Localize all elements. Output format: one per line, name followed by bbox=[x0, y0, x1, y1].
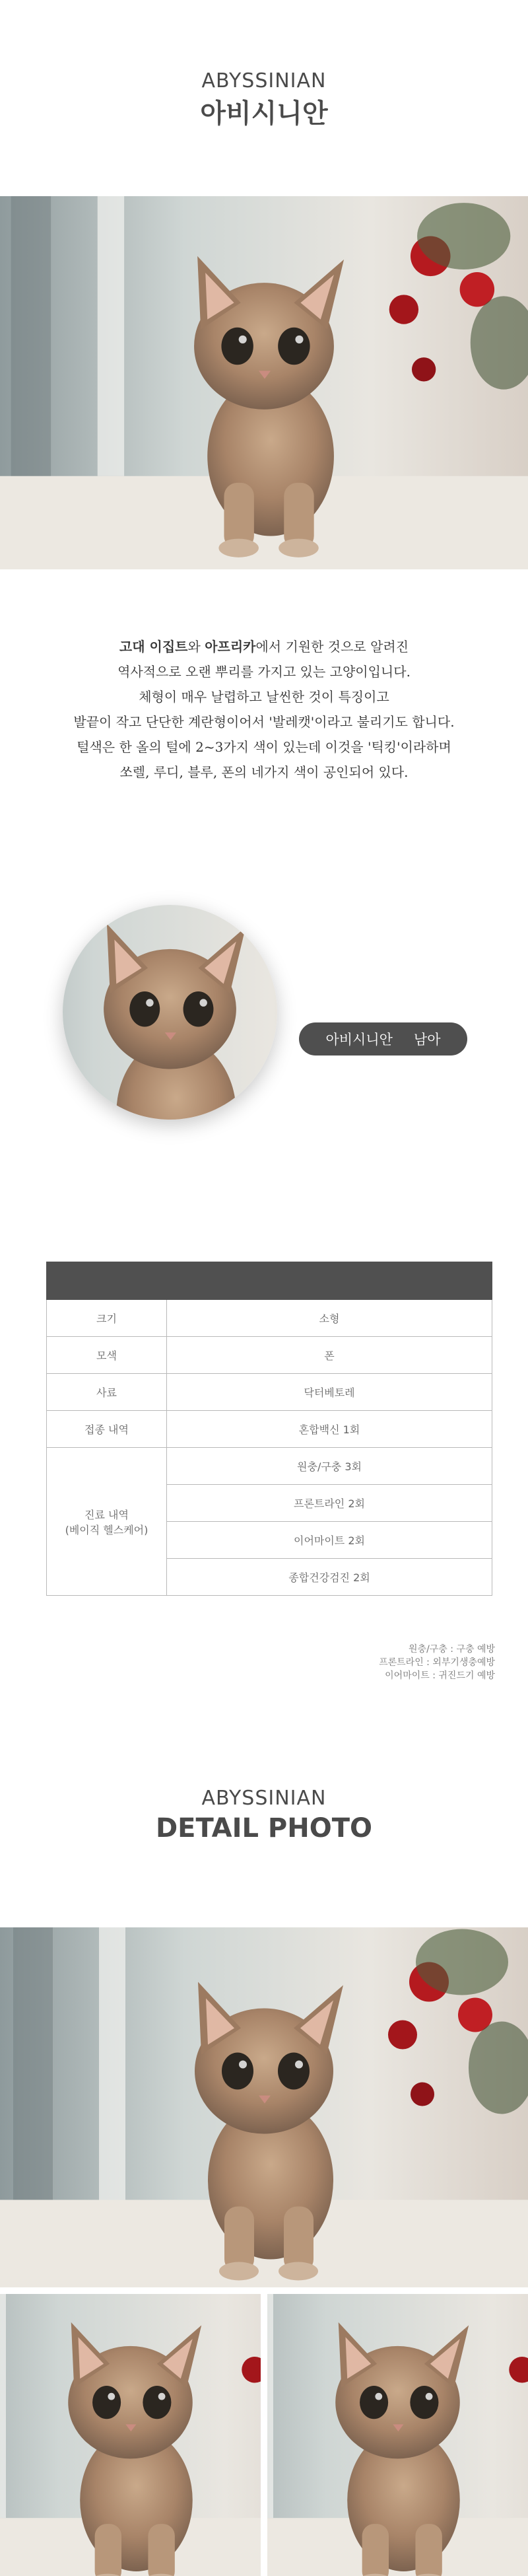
table-row: 진료 내역 (베이직 헬스케어) 원충/구충 3회 bbox=[47, 1448, 492, 1485]
hero-kitten-photo bbox=[0, 196, 528, 569]
note-item: 프론트라인 : 외부기생충예방 bbox=[379, 1657, 495, 1668]
detail-photo-large bbox=[0, 1927, 528, 2287]
table-row: 사료 닥터베토레 bbox=[47, 1374, 492, 1411]
description-line-1: 고대 이집트와 아프리카에서 기원한 것으로 알려진 bbox=[119, 639, 409, 655]
detail-photo-left bbox=[0, 2294, 261, 2576]
table-row: 접종 내역 혼합백신 1회 bbox=[47, 1411, 492, 1448]
breed-eng-title: ABYSSINIAN bbox=[201, 69, 327, 92]
care-notes bbox=[379, 1643, 495, 1682]
description-line-2: 역사적으로 오랜 뿌리를 가지고 있는 고양이입니다. bbox=[117, 664, 411, 680]
profile-badge bbox=[299, 1022, 467, 1055]
table-row: 종합건강검진 2회 bbox=[47, 1559, 492, 1596]
profile-breed: 아비시니안 bbox=[325, 1032, 393, 1048]
table-row: 이어마이트 2회 bbox=[47, 1522, 492, 1559]
breed-description bbox=[0, 634, 528, 785]
profile-gender: 남아 bbox=[413, 1032, 441, 1048]
description-line-6: 쏘렐, 루디, 블루, 폰의 네가지 색이 공인되어 있다. bbox=[119, 764, 409, 780]
table-header-row bbox=[47, 1262, 492, 1300]
description-line-4: 발끝이 작고 단단한 계란형이어서 '발레캣'이라고 불리기도 합니다. bbox=[73, 714, 455, 730]
kitten-portrait-circle bbox=[63, 905, 277, 1120]
detail-title: DETAIL PHOTO bbox=[155, 1813, 373, 1843]
note-item: 이어마이트 : 귀진드기 예방 bbox=[385, 1670, 495, 1681]
detail-eng-title: ABYSSINIAN bbox=[201, 1787, 327, 1810]
note-item: 원충/구충 : 구충 예방 bbox=[409, 1644, 495, 1655]
table-row: 프론트라인 2회 bbox=[47, 1485, 492, 1522]
description-line-5: 털색은 한 올의 털에 2~3가지 색이 있는데 이것을 '틱킹'이라하며 bbox=[77, 739, 451, 755]
info-table bbox=[46, 1262, 492, 1596]
table-row: 크기 소형 bbox=[47, 1300, 492, 1337]
care-label: 진료 내역 (베이직 헬스케어) bbox=[47, 1448, 167, 1596]
breed-kor-title: 아비시니안 bbox=[200, 98, 328, 129]
description-line-3: 체형이 매우 날렵하고 날씬한 것이 특징이고 bbox=[139, 689, 389, 705]
table-row: 모색 폰 bbox=[47, 1337, 492, 1374]
detail-photo-right bbox=[267, 2294, 528, 2576]
